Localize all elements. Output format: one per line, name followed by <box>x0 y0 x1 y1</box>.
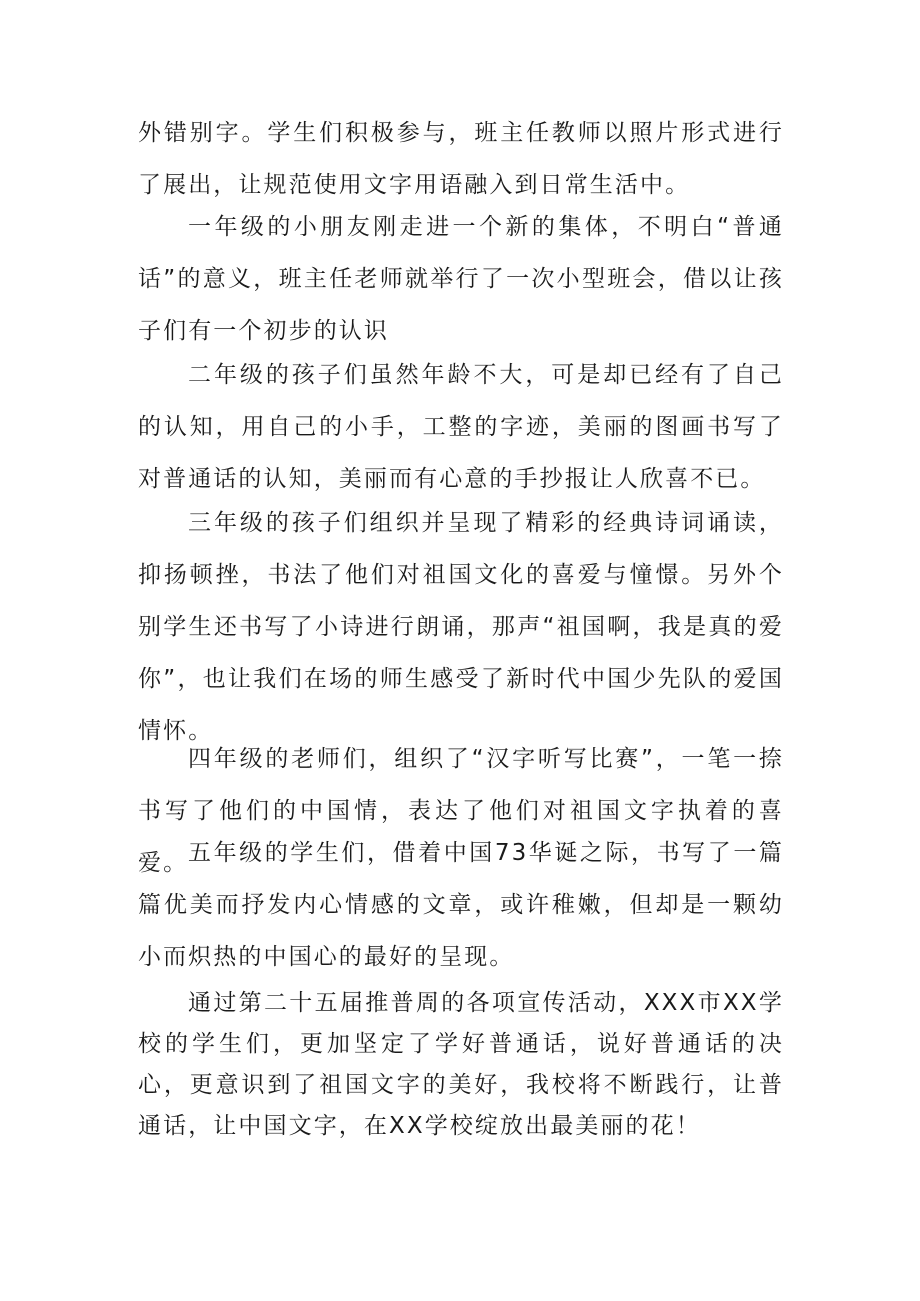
paragraph-grade-five: 五年级的学生们，借着中国73华诞之际，书写了一篇篇优美而抒发内心情感的文章，或许稚嫩，但却是一颗幼小而炽热的中国心的最好的呈现。 <box>138 840 784 970</box>
paragraph-grade-two: 二年级的孩子们虽然年龄不大，可是却已经有了自己的认知，用自己的小手，工整的字迹，美丽的图画书写了对普通话的认知，美丽而有心意的手抄报让人欣喜不已。 <box>138 362 784 492</box>
paragraph-conclusion: 通过第二十五届推普周的各项宣传活动，XXX市XX学校的学生们，更加坚定了学好普通话，说好普通话的决心，更意识到了祖国文字的美好，我校将不断践行，让普通话，让中国文字，在XX学校绽放出最美丽的花！ <box>138 990 784 1139</box>
paragraph-grade-one: 一年级的小朋友刚走进一个新的集体，不明白“普通话”的意义，班主任老师就举行了一次小型班会，借以让孩子们有一个初步的认识 <box>138 214 784 344</box>
paragraph-grade-three: 三年级的孩子们组织并呈现了精彩的经典诗词诵读，抑扬顿挫，书法了他们对祖国文化的喜爱与憧憬。另外个别学生还书写了小诗进行朗诵，那声“祖国啊，我是真的爱你”，也让我们在场的师生感受了新时代中国少先队的爱国情怀。 <box>138 510 784 744</box>
paragraph-continuation: 外错别字。学生们积极参与，班主任教师以照片形式进行了展出，让规范使用文字用语融入到日常生活中。 <box>138 120 784 198</box>
paragraph-grade-four: 四年级的老师们，组织了“汉字听写比赛”，一笔一捺书写了他们的中国情，表达了他们对祖国文字执着的喜爱。 <box>138 746 784 876</box>
